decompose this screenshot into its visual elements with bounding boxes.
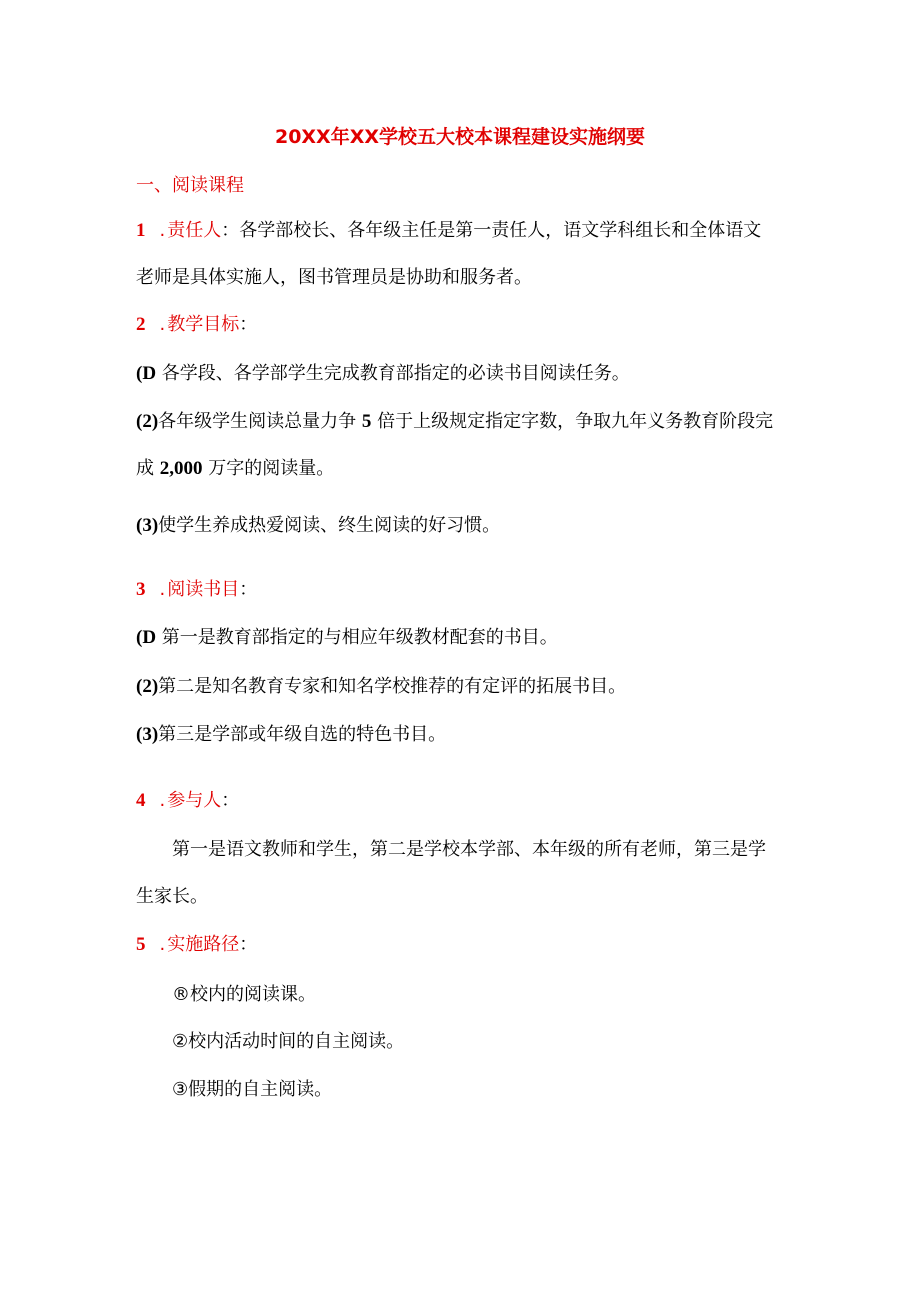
item2-point2-line2	[136, 457, 334, 481]
item3-label: 阅读书目	[167, 579, 240, 600]
item4-label: 参与人	[167, 790, 222, 811]
item5-dot: .	[159, 934, 166, 955]
item4-heading	[136, 789, 239, 813]
item5-colon: ：	[239, 934, 258, 955]
item2-point1	[136, 362, 630, 386]
item2-point2-text-b: 倍于上级规定指定字数，争取九年义务教育阶段完	[377, 411, 774, 432]
item3-point1-text: 第一是教育部指定的与相应年级教材配套的书目。	[161, 627, 558, 648]
item4-line1: 第一是语文教师和学生，第二是学校本学部、本年级的所有老师，第三是学	[172, 839, 766, 860]
item5-point2: ②校内活动时间的自主阅读。	[172, 1031, 405, 1052]
item2-point3	[136, 514, 500, 538]
item2-label: 教学目标	[167, 314, 240, 335]
item2-point3-mark: (3)	[136, 515, 159, 536]
item5-point3: ③假期的自主阅读。	[172, 1079, 333, 1100]
item3-point3-mark: (3)	[136, 724, 159, 745]
item5-number: 5	[136, 934, 146, 955]
item2-point2-number2: 2,000	[159, 458, 203, 479]
item3-point2-mark: (2)	[136, 676, 159, 697]
item2-point1-text: 各学段、各学部学生完成教育部指定的必读书目阅读任务。	[161, 363, 630, 384]
item1-line1	[136, 219, 761, 243]
item4-dot: .	[159, 790, 166, 811]
item1-label: 责任人	[167, 220, 222, 241]
item2-dot: .	[159, 314, 166, 335]
item3-point2-text: 第二是知名教育专家和知名学校推荐的有定评的拓展书目。	[158, 676, 627, 697]
item3-dot: .	[159, 579, 166, 600]
item2-point2-mark: (2)	[136, 411, 159, 432]
item3-heading	[136, 578, 257, 602]
item2-point3-text: 使学生养成热爱阅读、终生阅读的好习惯。	[158, 515, 501, 536]
item5-point1: ®校内的阅读课。	[172, 984, 316, 1005]
item3-number: 3	[136, 579, 146, 600]
item2-point2-text-d: 万字的阅读量。	[208, 458, 335, 479]
document-title: 20XX年XX学校五大校本课程建设实施纲要	[274, 126, 646, 148]
item1-line2: 老师是具体实施人，图书管理员是协助和服务者。	[136, 267, 532, 288]
item2-point1-mark: (D	[136, 363, 157, 384]
item5-heading	[136, 933, 257, 957]
item2-point2-number: 5	[361, 411, 372, 432]
item3-point2	[136, 675, 626, 699]
item4-line2: 生家长。	[136, 886, 208, 907]
item1-text: 各学部校长、各年级主任是第一责任人，语文学科组长和全体语文	[239, 220, 762, 241]
item1-dot: .	[159, 220, 166, 241]
item3-point3-text: 第三是学部或年级自选的特色书目。	[158, 724, 447, 745]
item3-point1	[136, 626, 558, 650]
item2-point2-text-c: 成	[136, 458, 154, 479]
item2-number: 2	[136, 314, 146, 335]
section-heading-reading: 一、阅读课程	[136, 175, 244, 196]
item1-number: 1	[136, 220, 146, 241]
item3-point1-mark: (D	[136, 627, 157, 648]
item4-number: 4	[136, 790, 146, 811]
item2-heading	[136, 313, 257, 337]
item2-point2-text-a: 各年级学生阅读总量力争	[158, 411, 357, 432]
item4-colon: ：	[221, 790, 240, 811]
item2-colon: ：	[239, 314, 258, 335]
item3-colon: ：	[239, 579, 258, 600]
item1-colon: ：	[221, 220, 240, 241]
item5-label: 实施路径	[167, 934, 240, 955]
item2-point2-line1	[136, 410, 773, 434]
item3-point3	[136, 723, 446, 747]
